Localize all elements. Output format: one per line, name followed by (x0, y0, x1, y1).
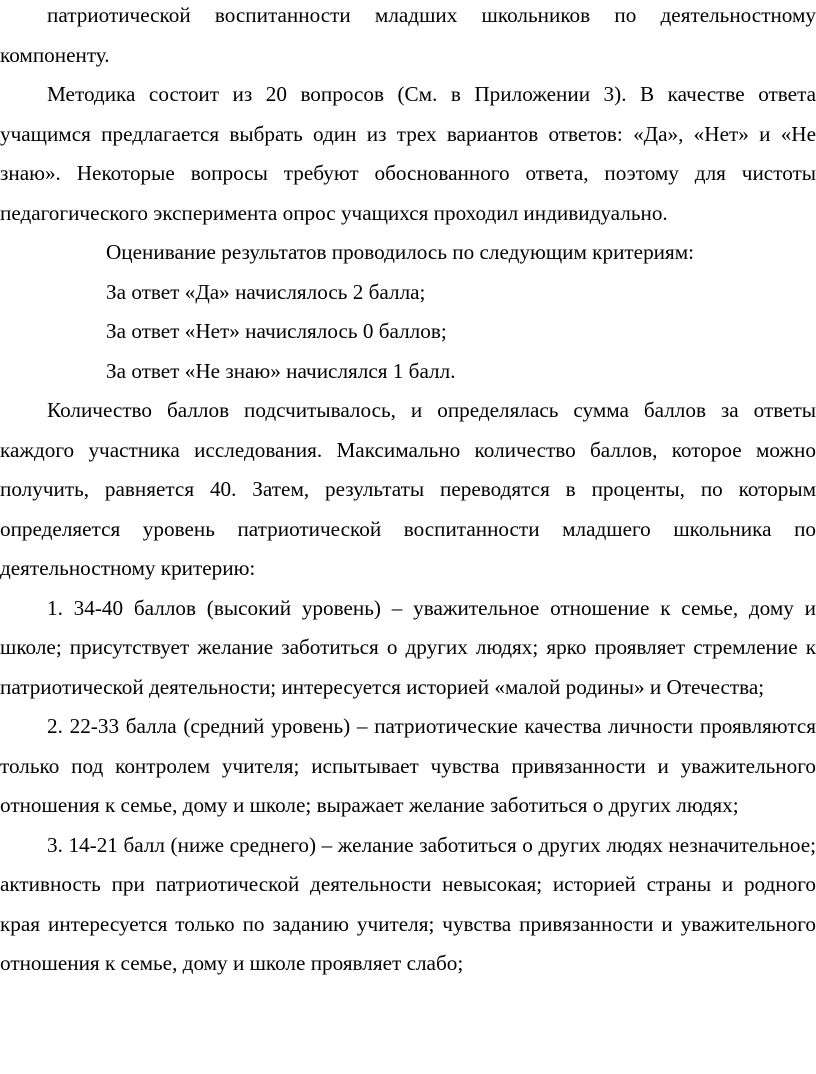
criteria-dont-know: За ответ «Не знаю» начислялся 1 балл. (106, 358, 456, 383)
level-below-medium: 3. 14-21 балл (ниже среднего) – желание заботиться о других людях незначительное; активность при патриотической деятельности невысокая; историей страны и родного края интересуется только по заданию учителя; чувства привязанности и уважительного отношения к семье, дому и школе проявляет слабо; (0, 832, 816, 975)
paragraph-continuation: патриотической воспитанности младших школьников по деятельностному компоненту. (0, 3, 816, 67)
level-high: 1. 34-40 баллов (высокий уровень) – уважительное отношение к семье, дому и школе; присутствует желание заботиться о других людях; ярко проявляет стремление к патриотической деятельности; интересуется историей «малой родины» и Отечества; (0, 595, 816, 699)
paragraph-methodology: Методика состоит из 20 вопросов (См. в Приложении 3). В качестве ответа учащимся предлагается выбрать один из трех вариантов ответов: «Да», «Нет» и «Не знаю». Некоторые вопросы требуют обоснованного ответа, поэтому для чистоты педагогического эксперимента опрос учащихся проходил индивидуально. (0, 82, 816, 225)
criteria-yes: За ответ «Да» начислялось 2 балла; (106, 279, 426, 304)
criteria-no: За ответ «Нет» начислялось 0 баллов; (106, 319, 447, 343)
criteria-intro: Оценивание результатов проводилось по следующим критериям: (106, 240, 695, 264)
paragraph-scoring: Количество баллов подсчитывалось, и определялась сумма баллов за ответы каждого участника исследования. Максимально количество баллов, которое можно получить, равняется 40. Затем, результаты переводятся в проценты, по которым определяется уровень патриотической воспитанности младшего школьника по деятельностному критерию: (0, 398, 816, 580)
level-medium: 2. 22-33 балла (средний уровень) – патриотические качества личности проявляются только под контролем учителя; испытывает чувства привязанности и уважительного отношения к семье, дому и школе; выражает желание заботиться о других людях; (0, 714, 816, 817)
